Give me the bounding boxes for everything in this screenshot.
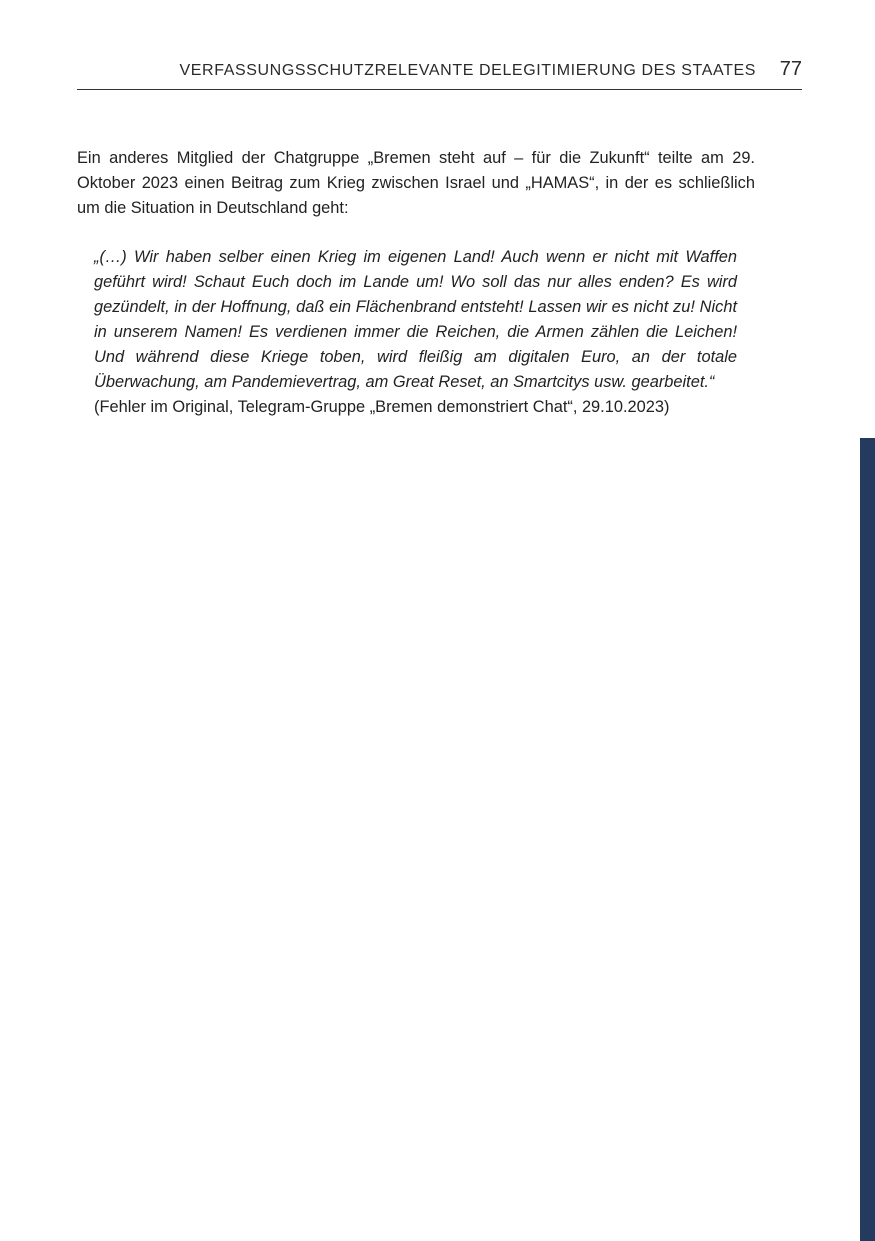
chapter-side-tab [860, 438, 875, 1241]
quote-text: „(…) Wir haben selber einen Krieg im eigenen Land! Auch wenn er nicht mit Waffen geführt wird! Schaut Euch doch im Lande um! Wo soll das nur alles enden? Es wird gezündelt, in der Hoffnung, daß ein Flächenbrand entsteht! Lassen wir es nicht zu! Nicht in unserem Namen! Es verdienen immer die Reichen, die Armen zählen die Leichen! Und während diese Kriege toben, wird fleißig am digitalen Euro, an der totale Überwachung, am Pandemievertrag, am Great Reset, an Smartcitys usw. gearbeitet.“ [94, 248, 737, 391]
quote-block [94, 245, 737, 420]
page-number: 77 [779, 58, 802, 80]
quote-source: (Fehler im Original, Telegram-Gruppe „Bremen demonstriert Chat“, 29.10.2023) [94, 398, 670, 416]
chapter-title: VERFASSUNGSSCHUTZRELEVANTE DELEGITIMIERUNG DES STAATES [179, 62, 756, 79]
intro-paragraph: Ein anderes Mitglied der Chatgruppe „Bremen steht auf – für die Zukunft“ teilte am 29. Oktober 2023 einen Beitrag zum Krieg zwischen Israel und „HAMAS“, in der es schließlich um die Situation in Deutschland geht: [77, 149, 755, 217]
running-header [77, 58, 802, 90]
